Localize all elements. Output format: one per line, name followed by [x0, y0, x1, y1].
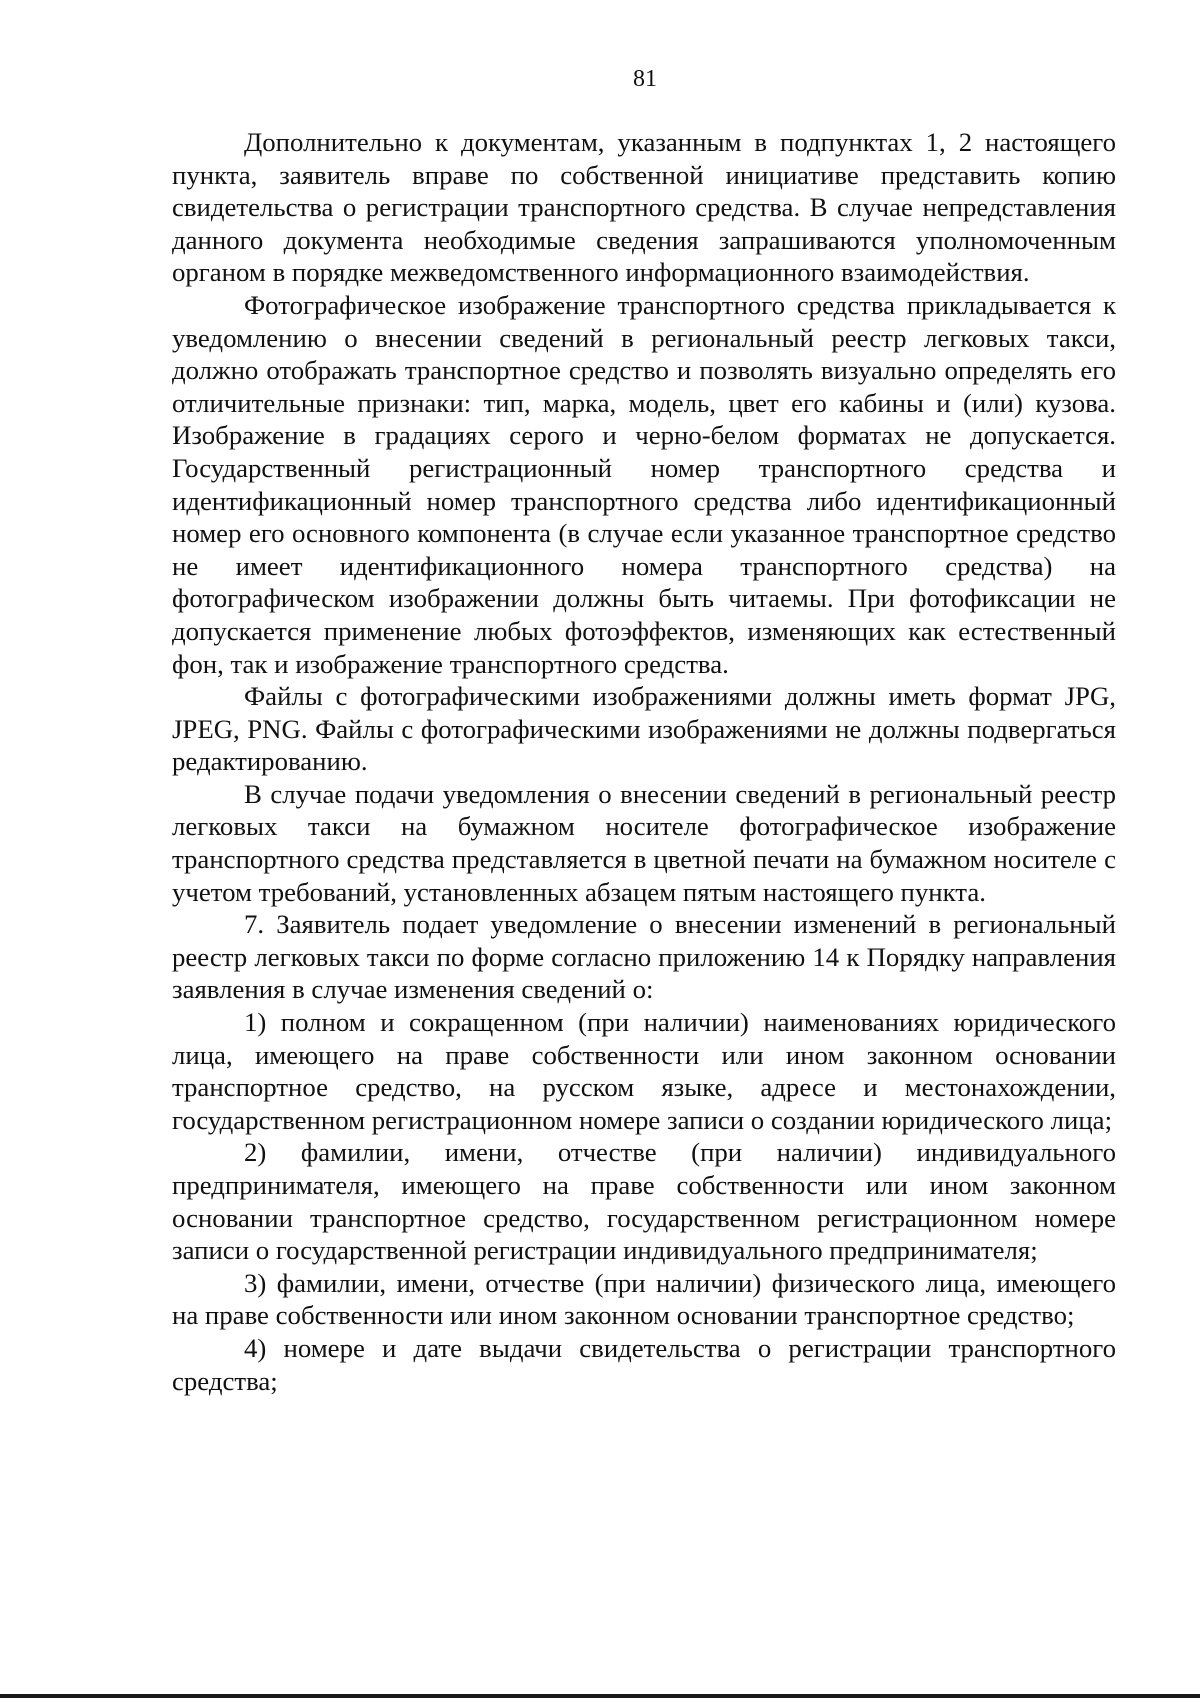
paragraph-additional-documents: Дополнительно к документам, указанным в подпунктах 1, 2 настоящего пункта, заявитель вправе по собственной инициативе представить копию свидетельства о регистрации транспортного средства. В случае непредставления данного документа необходимые сведения запрашиваются уполномоченным органом в порядке межведомственного информационного взаимодействия.	[172, 127, 1116, 288]
page-number: 81	[633, 66, 657, 92]
paragraph-paper-submission: В случае подачи уведомления о внесении сведений в региональный реестр легковых такси на бумажном носителе фотографическое изображение транспортного средства представляется в цветной печати на бумажном носителе с учетом требований, установленных абзацем пятым настоящего пункта.	[172, 778, 1116, 907]
list-item-1: 1) полном и сокращенном (при наличии) наименованиях юридического лица, имеющего на праве собственности или ином законном основании транспортное средство, на русском языке, адресе и местонахождении, государственном регистрационном номере записи о создании юридического лица;	[172, 1007, 1116, 1135]
list-item-2: 2) фамилии, имени, отчестве (при наличии) индивидуального предпринимателя, имеющего на праве собственности или ином законном основании транспортное средство, государственном регистрационном номере записи о государственной регистрации индивидуального предпринимателя;	[172, 1137, 1116, 1266]
list-item-3: 3) фамилии, имени, отчестве (при наличии) физического лица, имеющего на праве собственности или ином законном основании транспортное средство;	[172, 1267, 1116, 1331]
paragraph-photo-requirements: Фотографическое изображение транспортного средства прикладывается к уведомлению о внесении сведений в региональный реестр легковых такси, должно отображать транспортное средство и позволять визуально определять его отличительные признаки: тип, марка, модель, цвет его кабины и (или) кузова. Изображение в градациях серого и черно-белом форматах не допускается. Государственный регистрационный номер транспортного средства и идентификационный номер транспортного средства либо идентификационный номер его основного компонента (в случае если указанное транспортное средство не имеет идентификационного номера транспортного средства) на фотографическом изображении должны быть читаемы. При фотофиксации не допускается применение любых фотоэффектов, изменяющих как естественный фон, так и изображение транспортного средства.	[172, 289, 1116, 679]
scan-bottom-edge	[0, 1694, 1200, 1698]
document-body	[172, 126, 1116, 1397]
list-item-4: 4) номере и дате выдачи свидетельства о регистрации транспортного средства;	[172, 1332, 1116, 1396]
paragraph-file-formats: Файлы с фотографическими изображениями должны иметь формат JPG, JPEG, PNG. Файлы с фотографическими изображениями не должны подвергаться редактированию.	[172, 681, 1116, 777]
paragraph-item-7: 7. Заявитель подает уведомление о внесении изменений в региональный реестр легковых такси по форме согласно приложению 14 к Порядку направления заявления в случае изменения сведений о:	[172, 909, 1116, 1005]
